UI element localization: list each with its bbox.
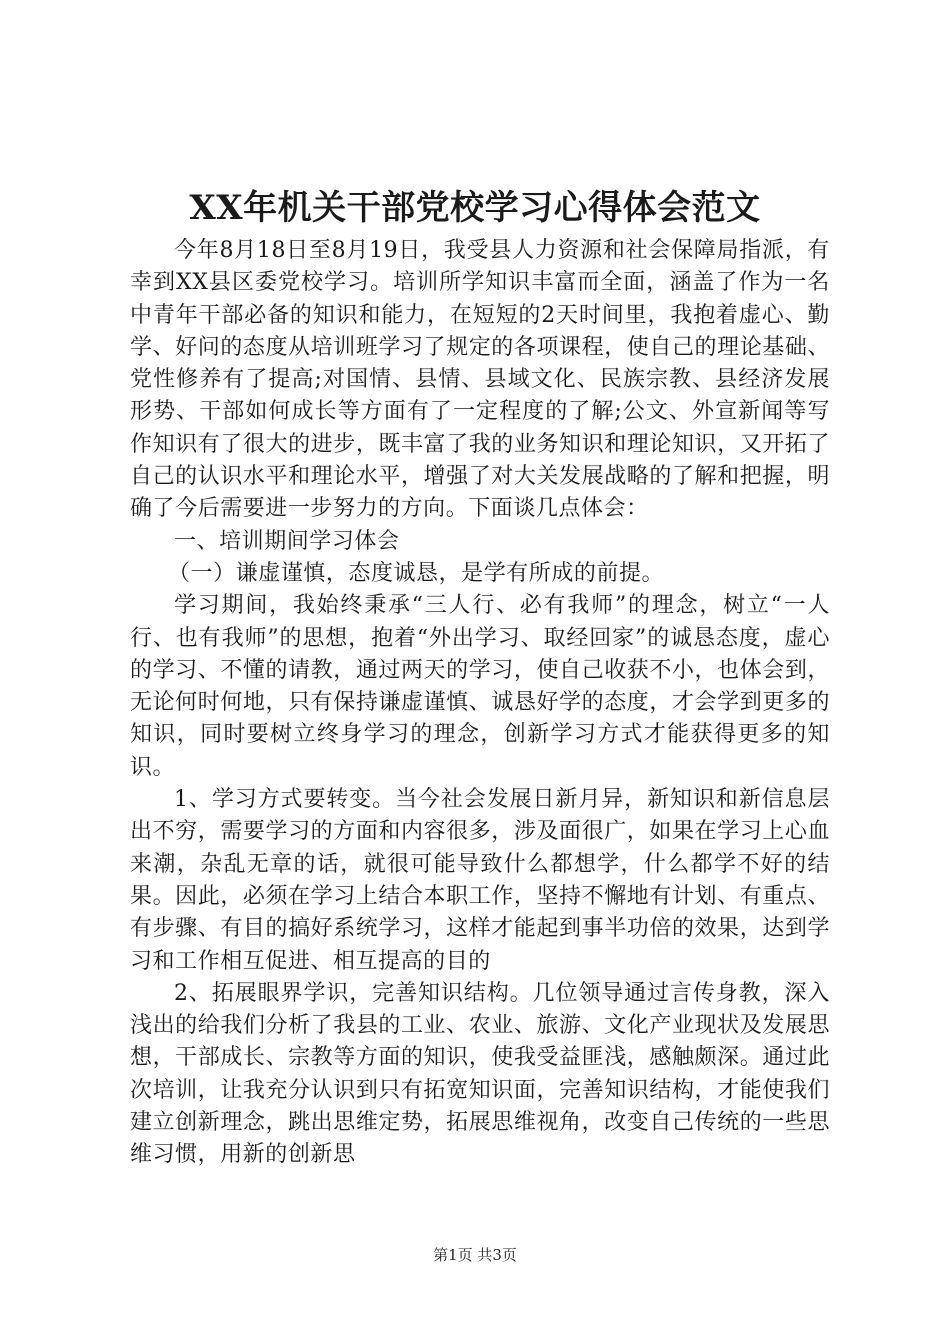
page-footer: 第1页 共3页: [433, 1246, 517, 1264]
document-title: XX年机关干部党校学习心得体会范文: [189, 188, 761, 228]
paragraph-point-1: 1、学习方式要转变。当今社会发展日新月异，新知识和新信息层出不穷，需要学习的方面和内容很多，涉及面很广，如果在学习上心血来潮，杂乱无章的话，就很可能导致什么都想学，什么都学不好的结果。因此，必须在学习上结合本职工作，坚持不懈地有计划、有重点、有步骤、有目的搞好系统学习，这样才能起到事半功倍的效果，达到学习和工作相互促进、相互提高的目的: [130, 787, 830, 974]
paragraph-humility: 学习期间，我始终秉承“三人行、必有我师”的理念，树立“一人行、也有我师”的思想，抱着“外出学习、取经回家”的诚恳态度，虚心的学习、不懂的请教，通过两天的学习，使自己收获不小，也体会到，无论何时何地，只有保持谦虚谨慎、诚恳好学的态度，才会学到更多的知识，同时要树立终身学习的理念，创新学习方式才能获得更多的知识。: [130, 593, 830, 780]
paragraph-intro: 今年8月18日至8月19日，我受县人力资源和社会保障局指派，有幸到XX县区委党校学习。培训所学知识丰富而全面，涵盖了作为一名中青年干部必备的知识和能力，在短短的2天时间里，我抱着虚心、勤学、好问的态度从培训班学习了规定的各项课程，使自己的理论基础、党性修养有了提高;对国情、县情、县域文化、民族宗教、县经济发展形势、干部如何成长等方面有了一定程度的了解;公文、外宣新闻等写作知识有了很大的进步，既丰富了我的业务知识和理论知识，又开拓了自己的认识水平和理论水平，增强了对大关发展战略的了解和把握，明确了今后需要进一步努力的方向。下面谈几点体会：: [130, 238, 830, 522]
paragraph-point-2: 2、拓展眼界学识，完善知识结构。几位领导通过言传身教，深入浅出的给我们分析了我县的工业、农业、旅游、文化产业现状及发展思想，干部成长、宗教等方面的知识，使我受益匪浅，感触颇深。通过此次培训，让我充分认识到只有拓宽知识面，完善知识结构，才能使我们建立创新理念，跳出思维定势，拓展思维视角，改变自己传统的一些思维习惯，用新的创新思: [130, 980, 830, 1168]
subsection-heading-1: （一）谦虚谨慎，态度诚恳，是学有所成的前提。: [168, 560, 665, 586]
section-heading-1: 一、培训期间学习体会: [174, 528, 400, 554]
document-body: [130, 235, 830, 1172]
